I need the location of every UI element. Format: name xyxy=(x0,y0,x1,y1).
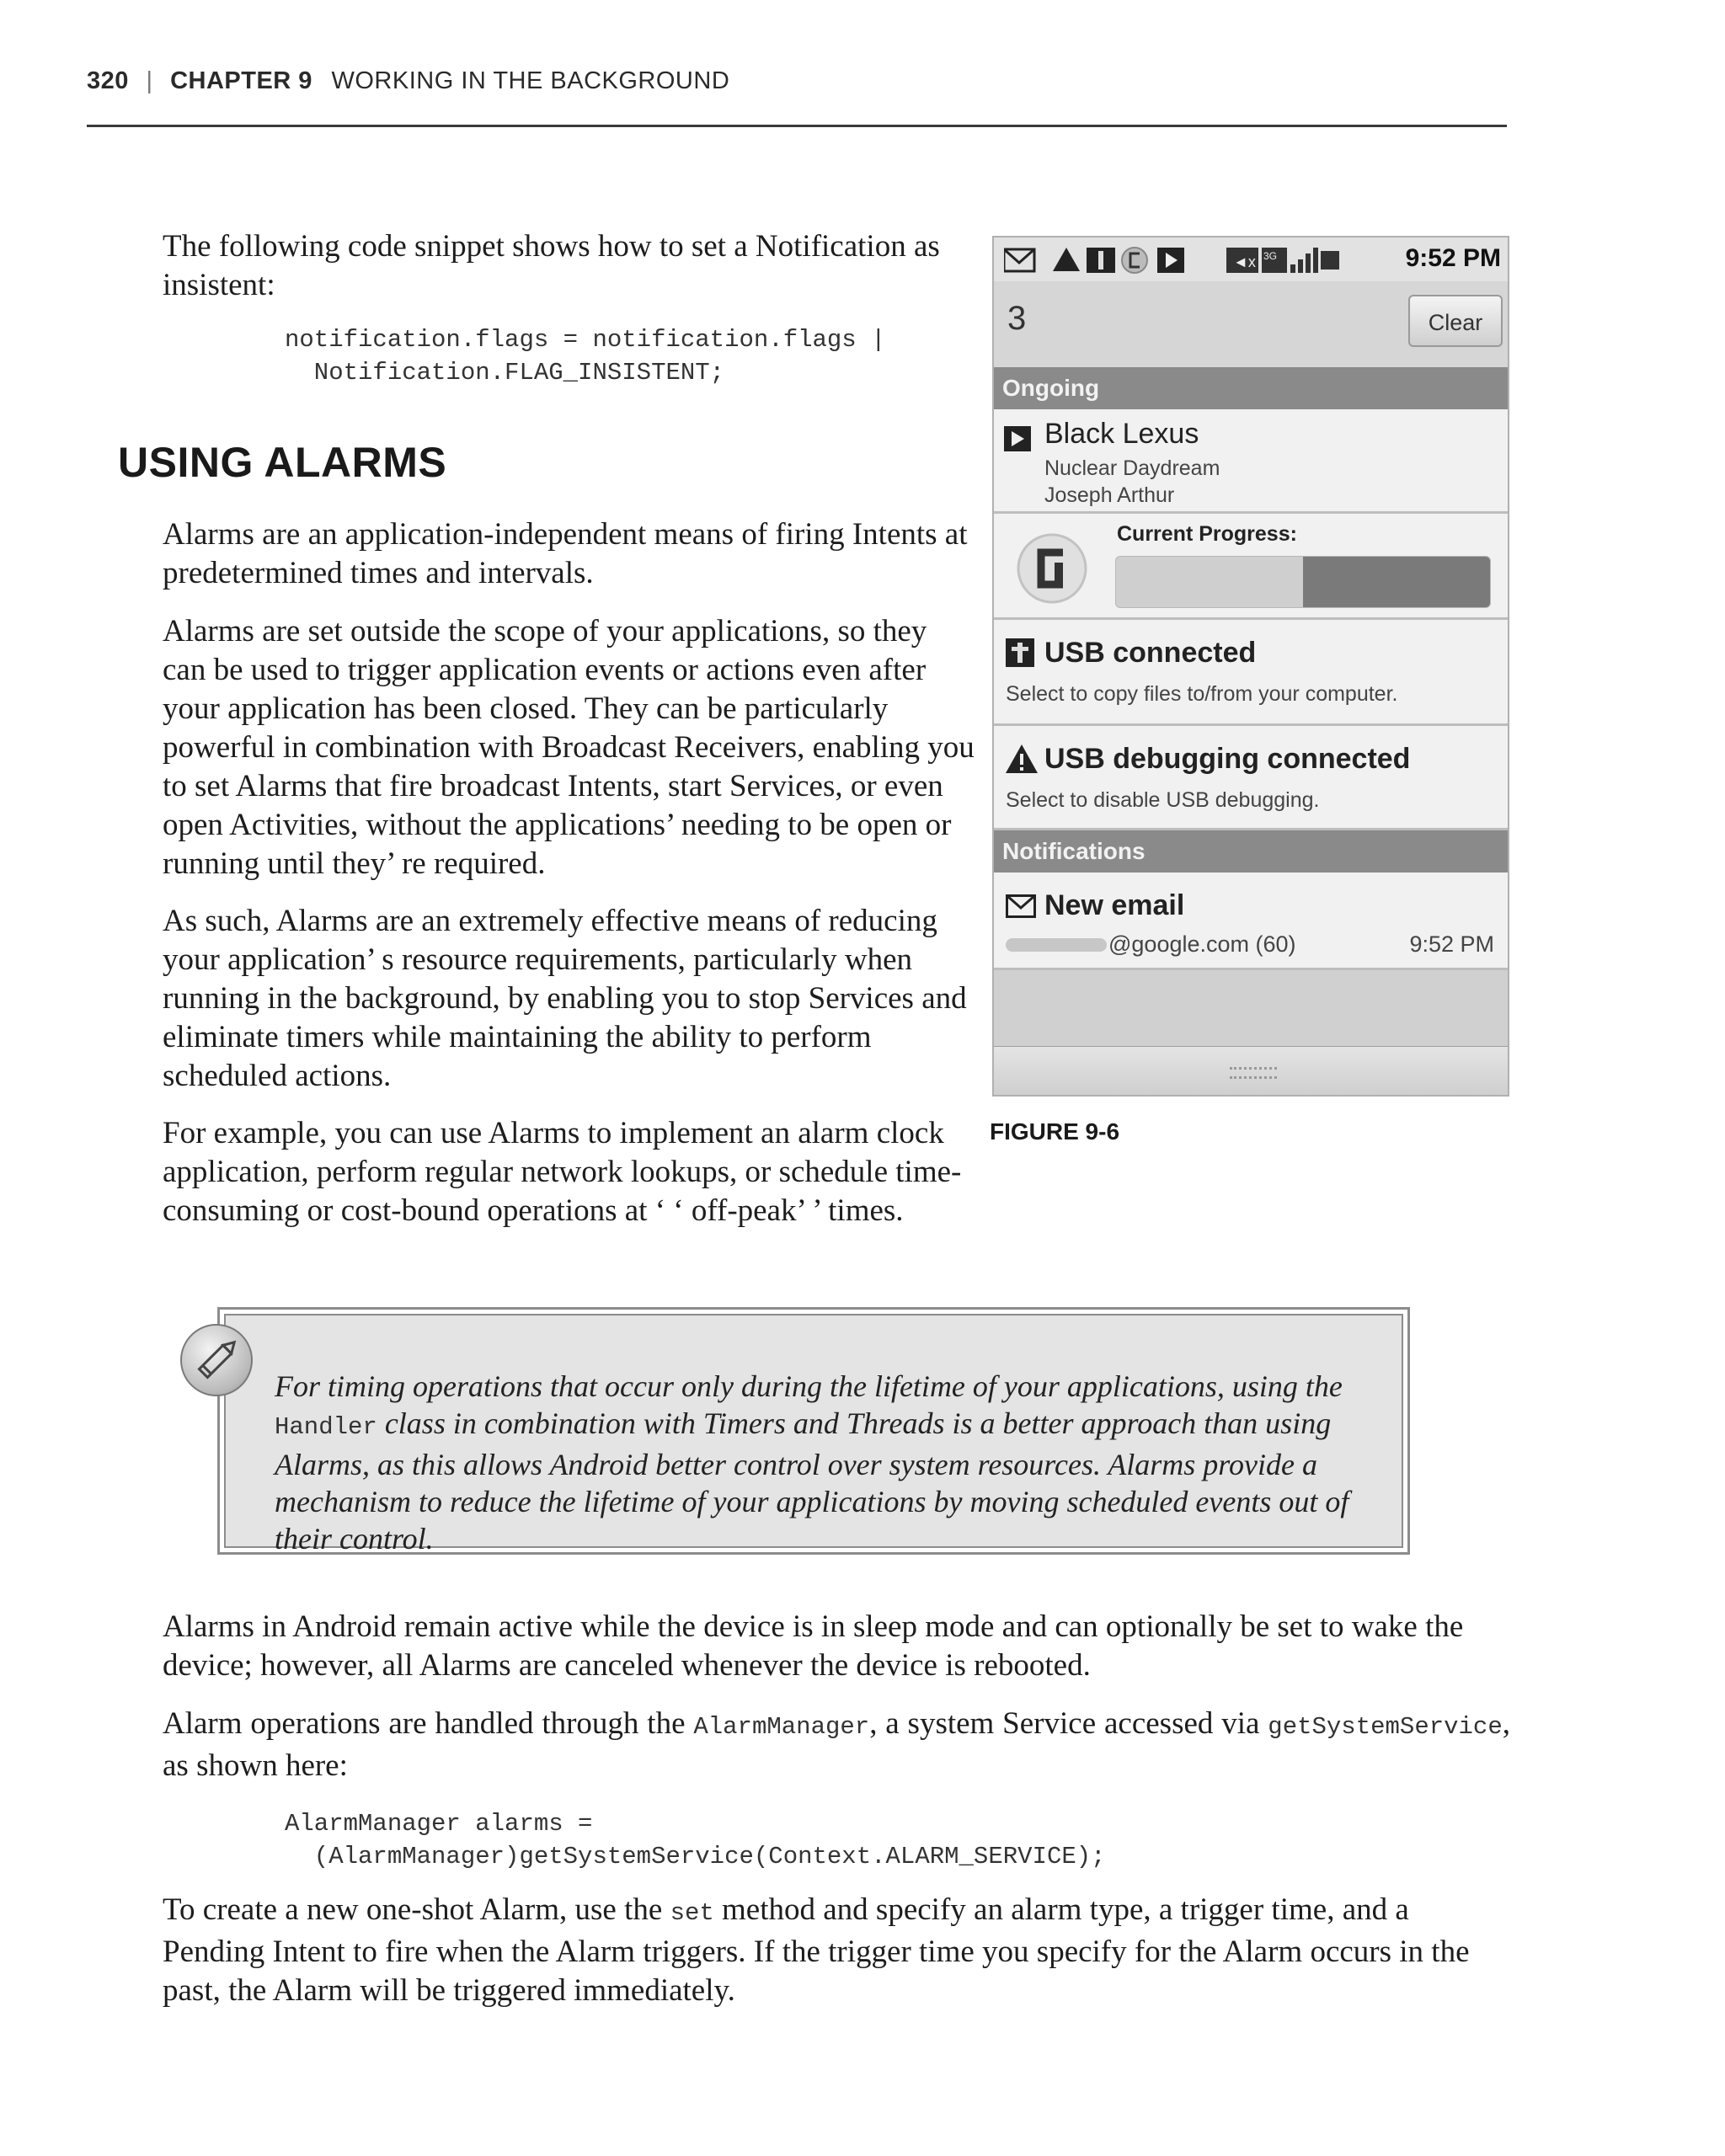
drawer-handle[interactable] xyxy=(994,1046,1509,1097)
paragraph-alarm-manager xyxy=(163,1705,1510,1785)
usb-title: USB connected xyxy=(1044,637,1257,669)
play-icon xyxy=(1004,426,1031,451)
usb-debugging-notification[interactable] xyxy=(994,726,1509,830)
paragraph-one-shot-alarm xyxy=(163,1891,1510,2010)
code-set: set xyxy=(670,1899,714,1927)
status-icons xyxy=(1004,246,1341,275)
note-text xyxy=(275,1368,1395,1557)
pencil-note-icon xyxy=(180,1324,253,1396)
email-subtitle: @google.com (60) xyxy=(1108,931,1296,957)
mute-icon xyxy=(1226,248,1258,273)
status-bar xyxy=(994,237,1509,281)
p7-text-b: , a system Service accessed via xyxy=(869,1706,1268,1741)
code-snippet-insistent: notification.flags = notification.flags | Notification.FLAG_INSISTENT; xyxy=(285,326,886,387)
usb-icon xyxy=(1006,638,1034,667)
email-notification[interactable] xyxy=(994,873,1509,970)
3g-icon xyxy=(1262,248,1287,273)
progress-bar-fill xyxy=(1303,557,1490,607)
email-icon xyxy=(1006,894,1036,918)
figure-phone-screenshot xyxy=(992,236,1509,1097)
p8-text-b: method and specify an alarm type, a trigger time, and a Pending Intent to fire when the Alarm triggers. If the trigger time you specify for the Alarm occurs in the past, the Alarm will be triggered immediately. xyxy=(163,1892,1470,2008)
clear-button[interactable]: Clear xyxy=(1408,295,1503,347)
note-text-part1: For timing operations that occur only during the lifetime of your applications, using the xyxy=(275,1369,1343,1403)
header-rule xyxy=(87,125,1507,127)
note-code-handler: Handler xyxy=(275,1413,377,1441)
email-icon xyxy=(1004,249,1034,271)
ongoing-section-header: Ongoing xyxy=(994,367,1509,409)
notification-header-bar xyxy=(994,281,1509,368)
intro-paragraph: The following code snippet shows how to set a Notification as insistent: xyxy=(163,229,940,302)
paragraph-alarms-example: For example, you can use Alarms to implement an alarm clock application, perform regular network lookups, or schedule time-consuming or cost-bound operations at ‘ ‘ off-peak’ ’ times. xyxy=(163,1116,962,1228)
svg-text:◄x: ◄x xyxy=(1233,253,1256,270)
p7-text-a: Alarm operations are handled through the xyxy=(163,1706,694,1741)
code-getsystemservice: getSystemService xyxy=(1268,1713,1503,1741)
svg-text:3G: 3G xyxy=(1263,250,1278,262)
battery-icon xyxy=(1321,251,1339,270)
progress-label: Current Progress: xyxy=(1117,522,1297,546)
progress-bar xyxy=(1115,556,1491,608)
music-artist: Joseph Arthur xyxy=(1044,483,1175,507)
warning-icon xyxy=(1006,744,1038,773)
usb-connected-notification[interactable] xyxy=(994,620,1509,726)
signal-icon xyxy=(1290,248,1318,273)
running-header xyxy=(87,67,1507,95)
code-alarmmanager: AlarmManager xyxy=(693,1713,870,1741)
p8-text-a: To create a new one-shot Alarm, use the xyxy=(163,1892,670,1927)
note-text-part2: class in combination with Timers and Threads is a better approach than using Alarms, as this allows Android better control over system resources. Alarms provide a mechanism to reduce the lifetime of your applications by moving scheduled events out of their control. xyxy=(275,1406,1349,1556)
music-album: Nuclear Daydream xyxy=(1044,456,1220,480)
paragraph-alarms-sleep: Alarms in Android remain active while the device is in sleep mode and can optionally be set to wake the device; however, all Alarms are canceled whenever the device is rebooted. xyxy=(163,1609,1464,1683)
usb-subtitle: Select to copy files to/from your computer. xyxy=(1006,682,1398,706)
warning-icon xyxy=(1053,248,1080,271)
section-heading: USING ALARMS xyxy=(118,439,447,486)
progress-notification[interactable] xyxy=(994,514,1509,620)
page-number: 320 xyxy=(87,67,129,94)
notification-count: 3 xyxy=(1007,300,1027,337)
notifications-section-header: Notifications xyxy=(994,830,1509,873)
paragraph-alarms-scope: Alarms are set outside the scope of your applications, so they can be used to trigger application events or actions even after your application has been closed. They can be particularly powerful in combination with Broadcast Receivers, enabling you to set Alarms that fire broadcast Intents, start Services, or even open Activities, without the applications’ needing to be open or running until they’ re required. xyxy=(163,614,975,881)
paragraph-alarms-effective: As such, Alarms are an extremely effective means of reducing your application’ s resource requirements, particularly when running in the background, by enabling you to stop Services and eliminate timers while maintaining the ability to perform scheduled actions. xyxy=(163,904,967,1093)
chapter-title: WORKING IN THE BACKGROUND xyxy=(331,67,730,94)
music-title: Black Lexus xyxy=(1044,418,1199,450)
header-separator: | xyxy=(146,67,153,94)
code-snippet-alarm-manager: AlarmManager alarms = (AlarmManager)getSystemService(Context.ALARM_SERVICE); xyxy=(285,1810,1106,1870)
paragraph-alarms-intro: Alarms are an application-independent means of firing Intents at predetermined times and intervals. xyxy=(163,517,968,590)
music-notification[interactable] xyxy=(994,409,1509,514)
email-time: 9:52 PM xyxy=(1409,931,1494,957)
debug-title: USB debugging connected xyxy=(1044,743,1411,775)
app-logo-icon xyxy=(1006,531,1098,606)
play-icon xyxy=(1157,248,1184,273)
usb-icon xyxy=(1087,248,1115,273)
email-title: New email xyxy=(1044,889,1185,921)
figure-caption: FIGURE 9-6 xyxy=(990,1118,1120,1145)
p7-text-c: , as shown here: xyxy=(163,1706,1510,1783)
chapter-label: CHAPTER 9 xyxy=(170,67,312,94)
status-time: 9:52 PM xyxy=(1405,244,1501,272)
redacted-address xyxy=(1006,938,1107,952)
app-icon xyxy=(1122,248,1147,273)
debug-subtitle: Select to disable USB debugging. xyxy=(1006,788,1320,812)
grip-icon xyxy=(1230,1067,1277,1079)
